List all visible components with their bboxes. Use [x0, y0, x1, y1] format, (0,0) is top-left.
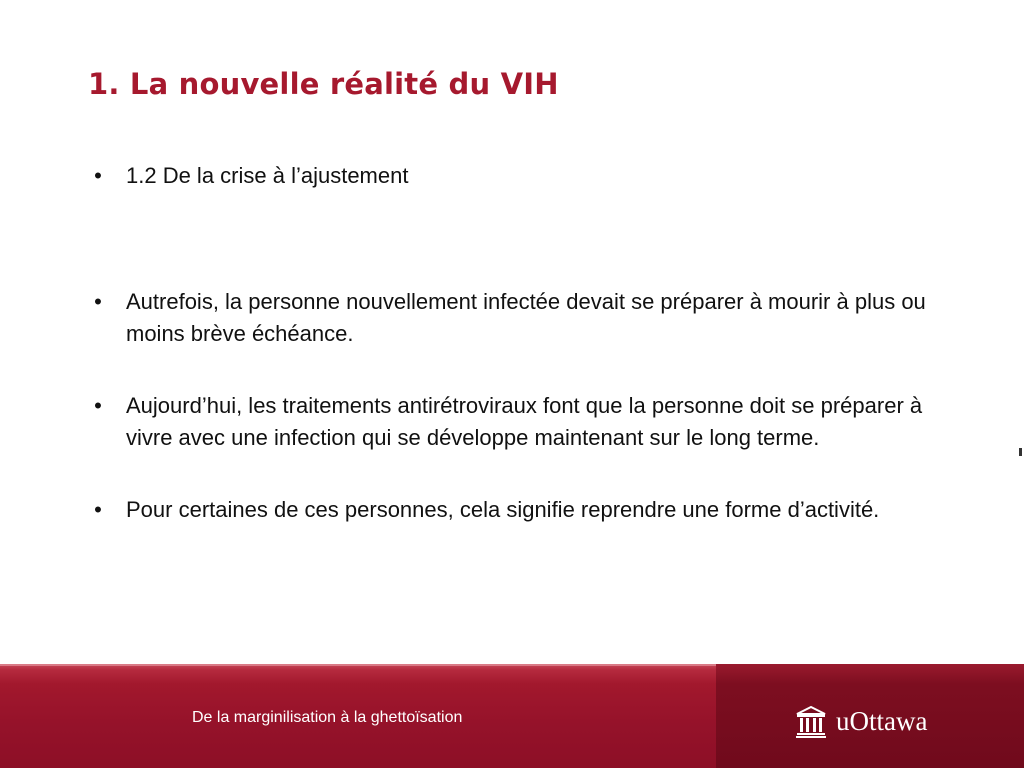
- slide-title: 1. La nouvelle réalité du VIH: [88, 67, 559, 101]
- bullet-dot: •: [94, 289, 102, 314]
- bullet-item: [88, 160, 948, 192]
- uottawa-logo: [794, 704, 927, 738]
- bullet-dot: •: [94, 163, 102, 188]
- footer-caption: De la marginilisation à la ghettoïsation: [192, 709, 463, 726]
- bullet-item: [88, 494, 948, 526]
- university-building-icon: [794, 704, 828, 738]
- edge-mark: [1019, 448, 1022, 456]
- logo-wordmark: uOttawa: [836, 706, 928, 736]
- bullet-item: [88, 390, 948, 454]
- bullet-text: Autrefois, la personne nouvellement infectée devait se préparer à mourir à plus ou moins brève échéance.: [126, 289, 926, 346]
- bullet-list: [88, 160, 948, 526]
- logo-panel: [716, 664, 1024, 768]
- bullet-text: Pour certaines de ces personnes, cela signifie reprendre une forme d’activité.: [126, 497, 880, 522]
- bullet-text: 1.2 De la crise à l’ajustement: [126, 163, 409, 188]
- bullet-item: [88, 286, 948, 350]
- bullet-dot: •: [94, 497, 102, 522]
- bullet-dot: •: [94, 393, 102, 418]
- footer-bar: [0, 664, 1024, 768]
- bullet-text: Aujourd’hui, les traitements antirétroviraux font que la personne doit se préparer à vivre avec une infection qui se développe maintenant sur le long terme.: [126, 393, 923, 450]
